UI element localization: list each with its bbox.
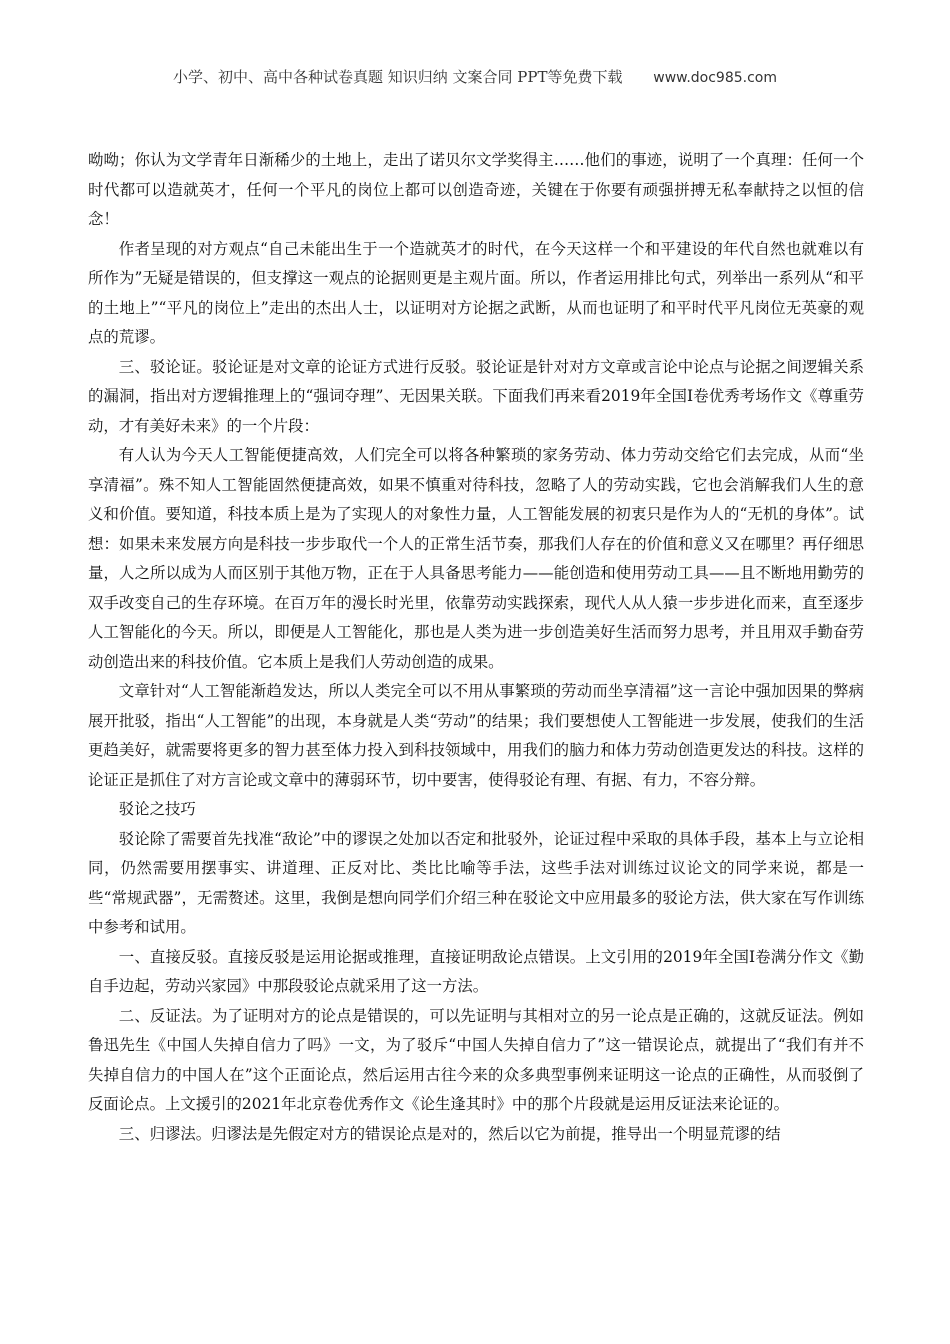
paragraph-analysis-1: 作者呈现的对方观点“自己未能出生于一个造就英才的时代，在今天这样一个和平建设的年代自然也就难以有所作为”无疑是错误的，但支撑这一观点的论据则更是主观片面。所以，作者运用排比句式，列举出一系列从“和平的土地上”“平凡的岗位上”走出的杰出人士，以证明对方论据之武断，从而也证明了和平时代平凡岗位无英豪的观点的荒谬。 (88, 239, 864, 346)
paragraph-techniques-intro: 驳论除了需要首先找准“敌论”中的谬误之处加以否定和批驳外，论证过程中采取的具体手段，基本上与立论相同，仍然需要用摆事实、讲道理、正反对比、类比比喻等手法，这些手法对训练过议论文的同学来说，都是一些“常规武器”，无需赘述。这里，我倒是想向同学们介绍三种在驳论文中应用最多的驳论方法，供大家在写作训练中参考和试用。 (88, 829, 864, 936)
header-site-url[interactable]: www.doc985.com (653, 70, 778, 86)
paragraph-refute-argumentation: 三、驳论证。驳论证是对文章的论证方式进行反驳。驳论证是针对对方文章或言论中论点与论据之间逻辑关系的漏洞，指出对方逻辑推理上的“强词夺理”、无因果关联。下面我们再来看2019年全国Ⅰ卷优秀考场作文《尊重劳动，才有美好未来》的一个片段： (88, 357, 864, 435)
document-body (88, 146, 864, 1149)
paragraph-example-essay: 有人认为今天人工智能便捷高效，人们完全可以将各种繁琐的家务劳动、体力劳动交给它们去完成，从而“坐享清福”。殊不知人工智能固然便捷高效，如果不慎重对待科技，忽略了人的劳动实践，它也会消解我们人生的意义和价值。要知道，科技本质上是为了实现人的对象性力量，人工智能发展的初衷只是作为人的“无机的身体”。试想：如果未来发展方向是科技一步步取代一个人的正常生活节奏，那我们人存在的价值和意义又在哪里？再仔细思量，人之所以成为人而区别于其他万物，正在于人具备思考能力——能创造和使用劳动工具——且不断地用勤劳的双手改变自己的生存环境。在百万年的漫长时光里，依靠劳动实践探索，现代人从人猿一步步进化而来，直至逐步人工智能化的今天。所以，即便是人工智能化，那也是人类为进一步创造美好生活而努力思考，并且用双手勤奋劳动创造出来的科技价值。它本质上是我们人劳动创造的成果。 (88, 446, 864, 671)
section-heading-techniques: 驳论之技巧 (118, 800, 196, 818)
paragraph-reductio: 三、归谬法。归谬法是先假定对方的错误论点是对的，然后以它为前提，推导出一个明显荒谬的结 (118, 1124, 781, 1143)
page-header (0, 66, 950, 87)
header-tagline: 小学、初中、高中各种试卷真题 知识归纳 文案合同 PPT等免费下载 (172, 68, 623, 86)
paragraph-direct-refutation: 一、直接反驳。直接反驳是运用论据或推理，直接证明敌论点错误。上文引用的2019年全国Ⅰ卷满分作文《勤自手边起，劳动兴家园》中那段驳论点就采用了这一方法。 (88, 947, 864, 995)
paragraph-continuation: 呦呦；你认为文学青年日渐稀少的土地上，走出了诺贝尔文学奖得主……他们的事迹，说明了一个真理：任何一个时代都可以造就英才，任何一个平凡的岗位上都可以创造奇迹，关键在于你要有顽强拼搏无私奉献持之以恒的信念！ (88, 151, 864, 228)
paragraph-analysis-2: 文章针对“人工智能渐趋发达，所以人类完全可以不用从事繁琐的劳动而坐享清福”这一言论中强加因果的弊病展开批驳，指出“人工智能”的出现，本身就是人类“劳动”的结果；我们要想使人工智能进一步发展，使我们的生活更趋美好，就需要将更多的智力甚至体力投入到科技领域中，用我们的脑力和体力劳动创造更发达的科技。这样的论证正是抓住了对方言论或文章中的薄弱环节，切中要害，使得驳论有理、有据、有力，不容分辩。 (88, 682, 864, 789)
paragraph-counter-proof: 二、反证法。为了证明对方的论点是错误的，可以先证明与其相对立的另一论点是正确的，这就反证法。例如鲁迅先生《中国人失掉自信力了吗》一文，为了驳斥“中国人失掉自信力了”这一错误论点，就提出了“我们有并不失掉自信力的中国人在”这个正面论点，然后运用古往今来的众多典型事例来证明这一论点的正确性，从而驳倒了反面论点。上文援引的2021年北京卷优秀作文《论生逢其时》中的那个片段就是运用反证法来论证的。 (88, 1006, 864, 1113)
